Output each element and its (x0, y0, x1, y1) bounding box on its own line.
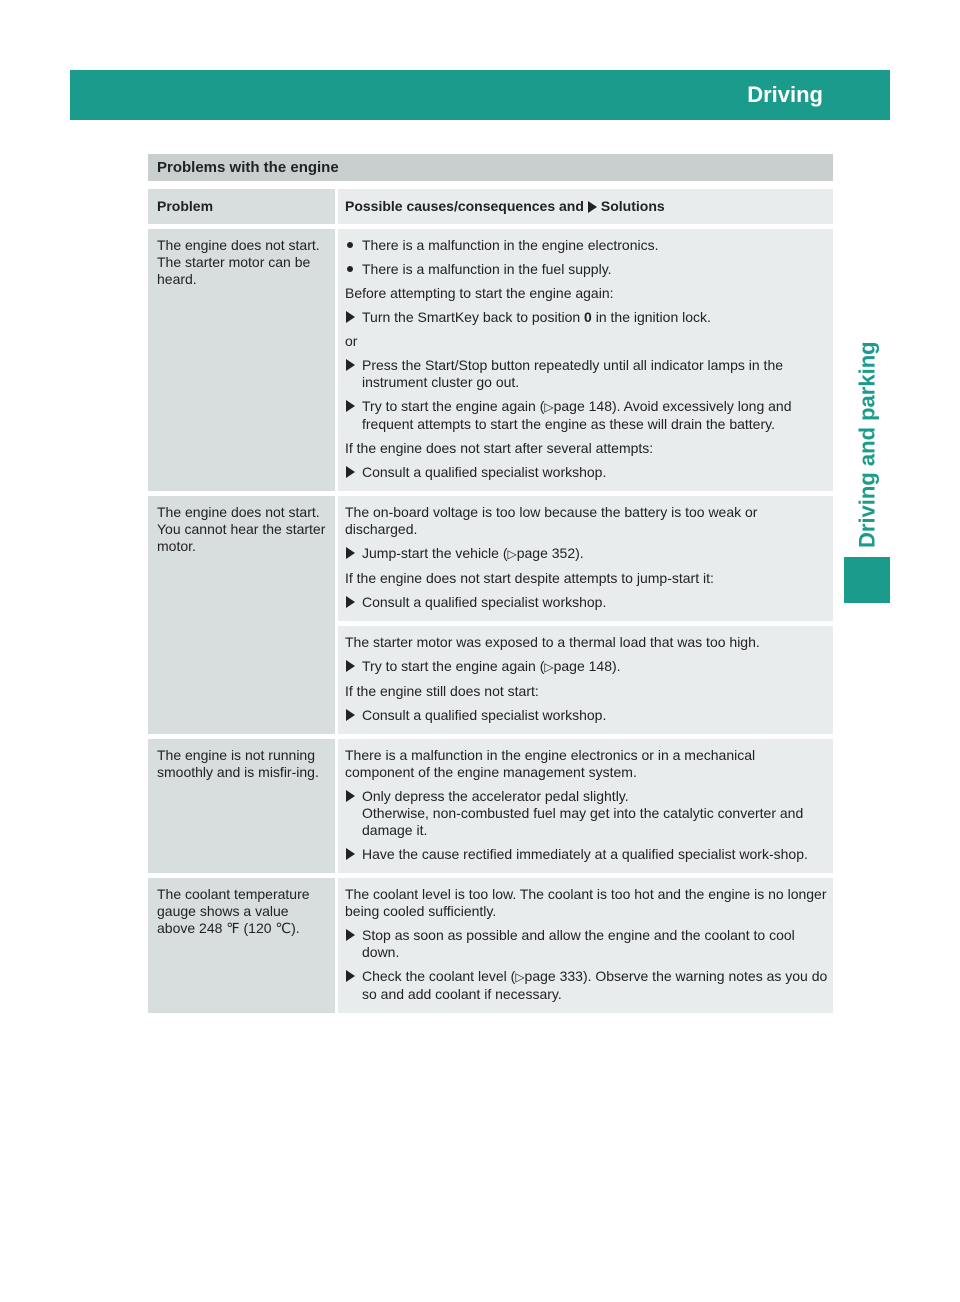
paragraph: or (345, 333, 358, 349)
step-arrow-icon (346, 709, 355, 721)
solution-cell (338, 878, 833, 1013)
step-item: Try to start the engine again (▷page 148). (345, 658, 828, 676)
step-arrow-icon (346, 596, 355, 608)
step-item: Press the Start/Stop button repeatedly until all indicator lamps in the instrument cluster go out. (345, 357, 828, 391)
step-item: Only depress the accelerator pedal slightly. Otherwise, non-combusted fuel may get into the catalytic converter and damage it. (345, 788, 828, 839)
step-item: Jump-start the vehicle (▷page 352). (345, 545, 828, 563)
page-reference-icon: ▷ (507, 547, 517, 561)
solution-cell (338, 739, 833, 873)
paragraph: The on-board voltage is too low because the battery is too weak or discharged. (345, 504, 758, 537)
step-arrow-icon (346, 359, 355, 371)
paragraph: Before attempting to start the engine again: (345, 285, 614, 301)
problems-table (148, 189, 833, 1018)
problem-cell: The engine is not running smoothly and is misfir-ing. (148, 739, 335, 873)
table-row (148, 878, 833, 1013)
problem-cell: The coolant temperature gauge shows a value above 248 ℉ (120 ℃). (148, 878, 335, 1013)
step-arrow-icon (346, 660, 355, 672)
list-item: There is a malfunction in the fuel supply. (345, 261, 828, 278)
step-arrow-icon (346, 466, 355, 478)
paragraph: If the engine does not start after several attempts: (345, 440, 654, 456)
paragraph: If the engine still does not start: (345, 683, 539, 699)
table-row (148, 739, 833, 873)
page-reference-icon: ▷ (515, 970, 525, 984)
table-row (148, 229, 833, 491)
header-separator (900, 70, 902, 120)
step-arrow-icon (346, 970, 355, 982)
step-item: Turn the SmartKey back to position 0 in the ignition lock. (345, 309, 828, 326)
step-arrow-icon (346, 790, 355, 802)
page-number: 153 (912, 88, 941, 107)
step-arrow-icon (588, 201, 597, 213)
paragraph: The coolant level is too low. The coolant is too hot and the engine is no longer being cooled sufficiently. (345, 886, 827, 919)
step-arrow-icon (346, 547, 355, 559)
solution-cell (338, 229, 833, 491)
step-arrow-icon (346, 929, 355, 941)
step-item: Try to start the engine again (▷page 148). Avoid excessively long and frequent attempts to start the engine as these will drain the battery. (345, 398, 828, 433)
step-arrow-icon (346, 848, 355, 860)
paragraph: There is a malfunction in the engine electronics or in a mechanical component of the engine management system. (345, 747, 756, 780)
step-item: Consult a qualified specialist workshop. (345, 464, 828, 481)
step-item: Consult a qualified specialist workshop. (345, 707, 828, 724)
header-bar (70, 70, 941, 120)
page-reference-icon: ▷ (544, 400, 554, 414)
side-tab-label: Driving and parking (854, 341, 880, 548)
table-row (148, 496, 833, 734)
header-solutions: Possible causes/consequences and Solutions (338, 189, 833, 224)
table-header-row (148, 189, 833, 224)
page-reference-icon: ▷ (544, 660, 554, 674)
side-tab-marker (844, 557, 890, 603)
solution-cell (338, 626, 833, 734)
step-arrow-icon (346, 311, 355, 323)
step-item: Have the cause rectified immediately at a qualified specialist work-shop. (345, 846, 828, 863)
section-title: Problems with the engine (148, 154, 833, 181)
step-item: Check the coolant level (▷page 333). Observe the warning notes as you do so and add coolant if necessary. (345, 968, 828, 1003)
problem-cell: The engine does not start. You cannot hear the starter motor. (148, 496, 335, 734)
paragraph: The starter motor was exposed to a thermal load that was too high. (345, 634, 760, 650)
list-item: There is a malfunction in the engine electronics. (345, 237, 828, 254)
paragraph: If the engine does not start despite attempts to jump-start it: (345, 570, 714, 586)
step-arrow-icon (346, 400, 355, 412)
step-item: Consult a qualified specialist workshop. (345, 594, 828, 611)
chapter-title: Driving (747, 82, 823, 107)
header-problem: Problem (148, 189, 335, 224)
problem-cell: The engine does not start. The starter motor can be heard. (148, 229, 335, 491)
solution-cell (338, 496, 833, 621)
step-item: Stop as soon as possible and allow the engine and the coolant to cool down. (345, 927, 828, 961)
